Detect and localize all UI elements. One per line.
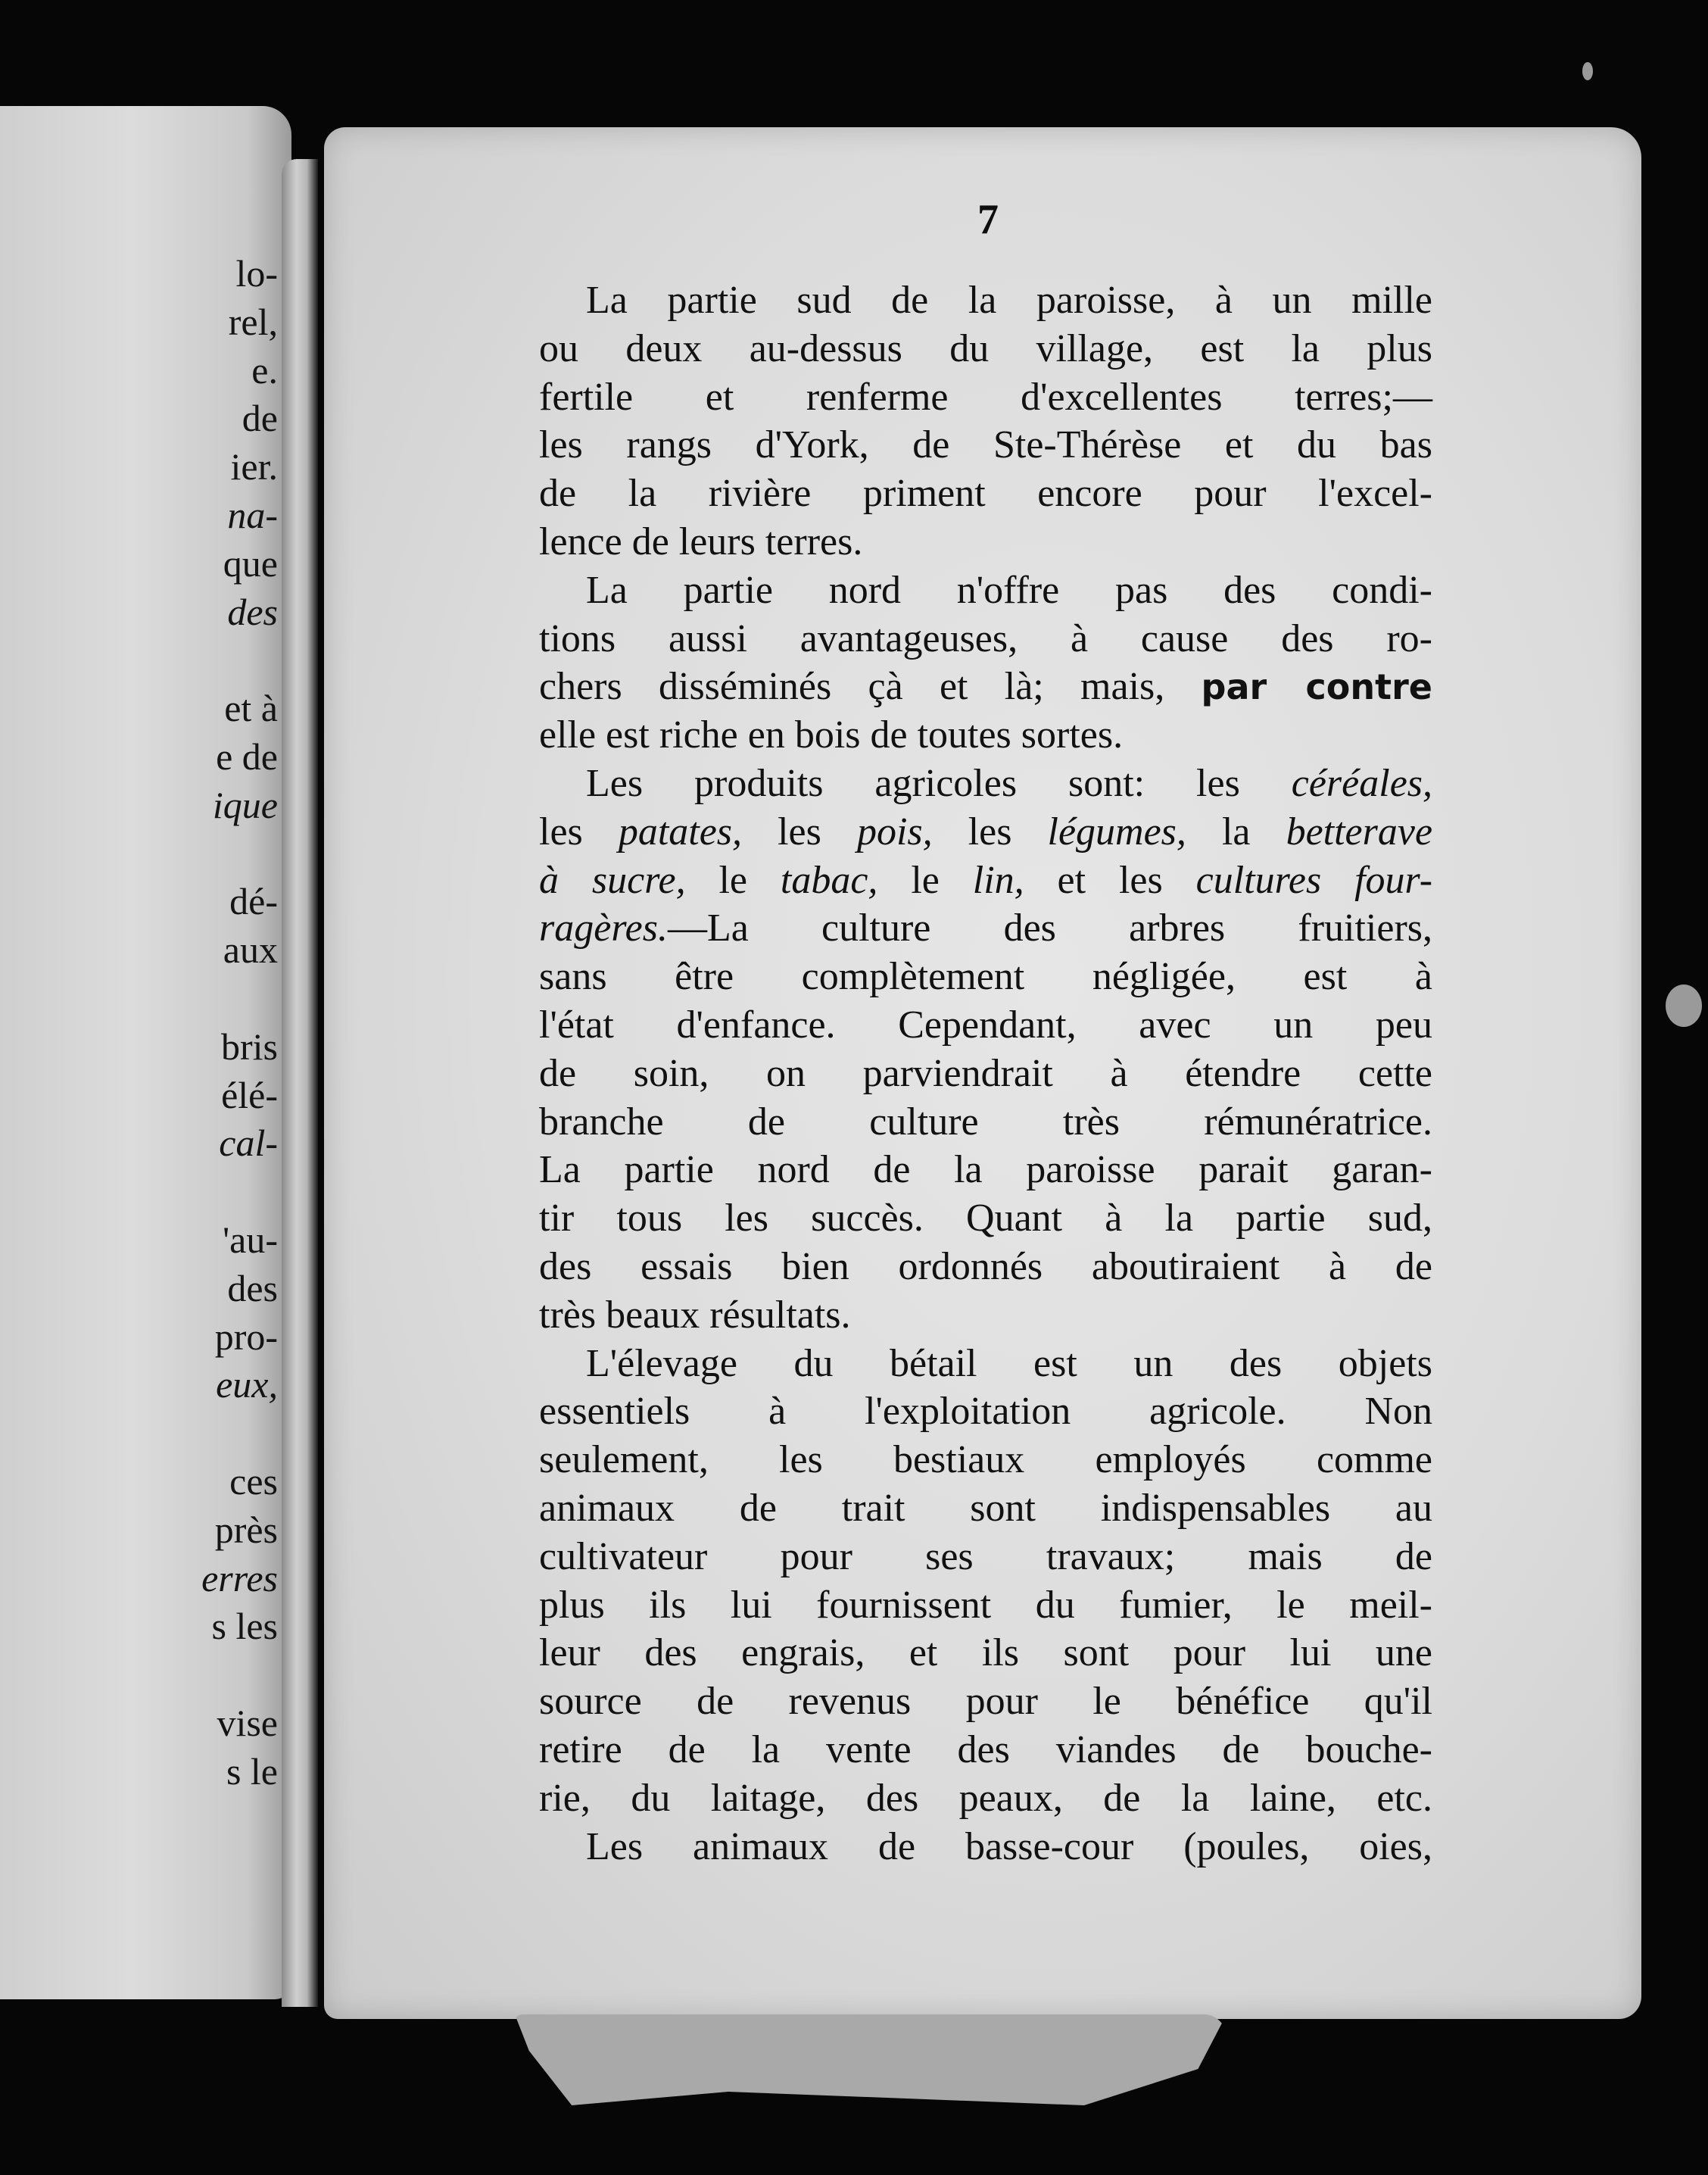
previous-page-fragment: ces	[229, 1459, 278, 1503]
text-line: L'élevage du bétail est un des objets	[586, 1341, 1432, 1385]
italic-term: céréales,	[1291, 761, 1433, 805]
previous-page-fragment	[201, 1168, 278, 1216]
text-line: Les animaux de basse-cour (poules, oies,	[586, 1824, 1432, 1868]
text-segment: les	[778, 810, 821, 853]
italic-term: cultures four-	[1195, 858, 1433, 902]
text-line: tir tous les succès. Quant à la partie sud,	[539, 1197, 1432, 1240]
text-line: lence de leurs terres.	[539, 520, 863, 563]
text-line: rie, du laitage, des peaux, de la laine, etc.	[539, 1776, 1432, 1820]
previous-page-fragment: erres	[201, 1556, 278, 1599]
torn-paper-scrap	[515, 2014, 1226, 2105]
text-segment: les	[539, 810, 583, 853]
page-number: 7	[977, 196, 999, 243]
text-segment: et les	[1057, 858, 1163, 902]
text-line: La partie sud de la paroisse, à un mille	[586, 279, 1432, 322]
previous-page-fragment: e.	[251, 348, 278, 392]
italic-term: légumes,	[1047, 810, 1186, 853]
text-line: de la rivière priment encore pour l'excel-	[539, 472, 1432, 516]
text-line: cultivateur pour ses travaux; mais de	[539, 1534, 1432, 1578]
text-line: de soin, on parviendrait à étendre cette	[539, 1051, 1432, 1095]
previous-page-text-fragments	[201, 250, 278, 1796]
text-line: leur des engrais, et ils sont pour lui une	[539, 1631, 1432, 1675]
italic-term: tabac,	[780, 858, 878, 902]
text-line: elle est riche en bois de toutes sortes.	[539, 713, 1124, 757]
text-line: sans être complètement négligée, est à	[539, 955, 1432, 999]
previous-page-fragment: eux,	[216, 1363, 278, 1406]
text-line: l'état d'enfance. Cependant, avec un peu	[539, 1003, 1432, 1047]
previous-page-fragment: cal-	[219, 1122, 278, 1165]
text-segment: les	[968, 810, 1012, 853]
previous-page-fragment	[201, 1651, 278, 1699]
text-line: seulement, les bestiaux employés comme	[539, 1438, 1432, 1482]
text-line: La partie nord de la paroisse parait garan-	[539, 1148, 1432, 1192]
previous-page-fragment: bris	[221, 1025, 278, 1068]
previous-page-fragment: e de	[216, 735, 278, 778]
italic-term: pois,	[856, 810, 933, 853]
previous-page-fragment: des	[227, 590, 278, 633]
text-segment: la	[1221, 810, 1251, 853]
previous-page-fragment: s les	[211, 1605, 278, 1648]
text-segment: le	[718, 858, 748, 902]
text-line: les rangs d'York, de Ste-Thérèse et du bas	[539, 423, 1432, 467]
paper-speck	[1582, 62, 1593, 80]
text-line	[539, 857, 1432, 905]
italic-term: ragères.	[539, 907, 668, 950]
handwritten-annotation: par contre	[1201, 666, 1432, 708]
italic-term: patates,	[618, 810, 743, 853]
text-line	[539, 760, 1432, 808]
previous-page-fragment: ier.	[230, 445, 278, 488]
previous-page-fragment: de	[242, 397, 278, 440]
previous-page-fragment: ique	[212, 783, 278, 826]
previous-page-fragment: lo-	[235, 252, 278, 295]
italic-term: lin,	[972, 858, 1024, 902]
text-line	[539, 663, 1432, 711]
text-line: branche de culture très rémunératrice.	[539, 1100, 1432, 1144]
previous-page-fragment	[201, 636, 278, 685]
text-line: tions aussi avantageuses, à cause des ro-	[539, 616, 1432, 660]
text-line: très beaux résultats.	[539, 1293, 851, 1337]
body-text	[539, 276, 1432, 1871]
previous-page-fragment: des	[227, 1266, 278, 1309]
text-line	[539, 904, 1432, 953]
previous-page-fragment	[201, 1409, 278, 1458]
text-segment: Les produits agricoles sont: les	[586, 761, 1240, 805]
text-line: fertile et renferme d'excellentes terres;—	[539, 375, 1432, 419]
text-line: essentiels à l'exploitation agricole. Non	[539, 1390, 1432, 1434]
previous-page-fragment	[201, 830, 278, 878]
previous-page-fragment: s le	[226, 1749, 278, 1793]
previous-page-fragment: aux	[223, 928, 278, 972]
text-line: ou deux au-dessus du village, est la plus	[539, 326, 1432, 370]
text-line: plus ils lui fournissent du fumier, le meil-	[539, 1583, 1432, 1627]
italic-term: à sucre,	[539, 858, 686, 902]
previous-page	[0, 106, 291, 1999]
text-segment: —La culture des arbres fruitiers,	[667, 907, 1432, 950]
text-line: retire de la vente des viandes de bouche-	[539, 1727, 1432, 1771]
text-line	[539, 808, 1432, 857]
paper-speck	[1666, 985, 1702, 1027]
previous-page-fragment: que	[223, 541, 278, 585]
text-line: des essais bien ordonnés aboutiraient à de	[539, 1244, 1432, 1288]
torn-page-edge	[282, 159, 318, 2007]
text-line: La partie nord n'offre pas des condi-	[586, 568, 1432, 612]
previous-page-fragment: rel,	[228, 300, 278, 343]
previous-page-fragment: et à	[224, 687, 278, 730]
previous-page-fragment: 'au-	[223, 1218, 278, 1261]
previous-page-fragment: près	[214, 1508, 278, 1551]
previous-page-fragment: vise	[217, 1701, 278, 1744]
text-segment: chers disséminés çà et là; mais,	[539, 665, 1165, 709]
italic-term: betterave	[1286, 810, 1433, 853]
previous-page-fragment: na-	[227, 493, 278, 536]
text-line: animaux de trait sont indispensables au	[539, 1486, 1432, 1530]
previous-page-fragment: élé-	[221, 1073, 278, 1116]
previous-page-fragment: dé-	[229, 880, 278, 923]
previous-page-fragment: pro-	[214, 1315, 278, 1358]
text-segment: le	[911, 858, 940, 902]
text-line: source de revenus pour le bénéfice qu'il	[539, 1680, 1432, 1724]
previous-page-fragment	[201, 975, 278, 1023]
